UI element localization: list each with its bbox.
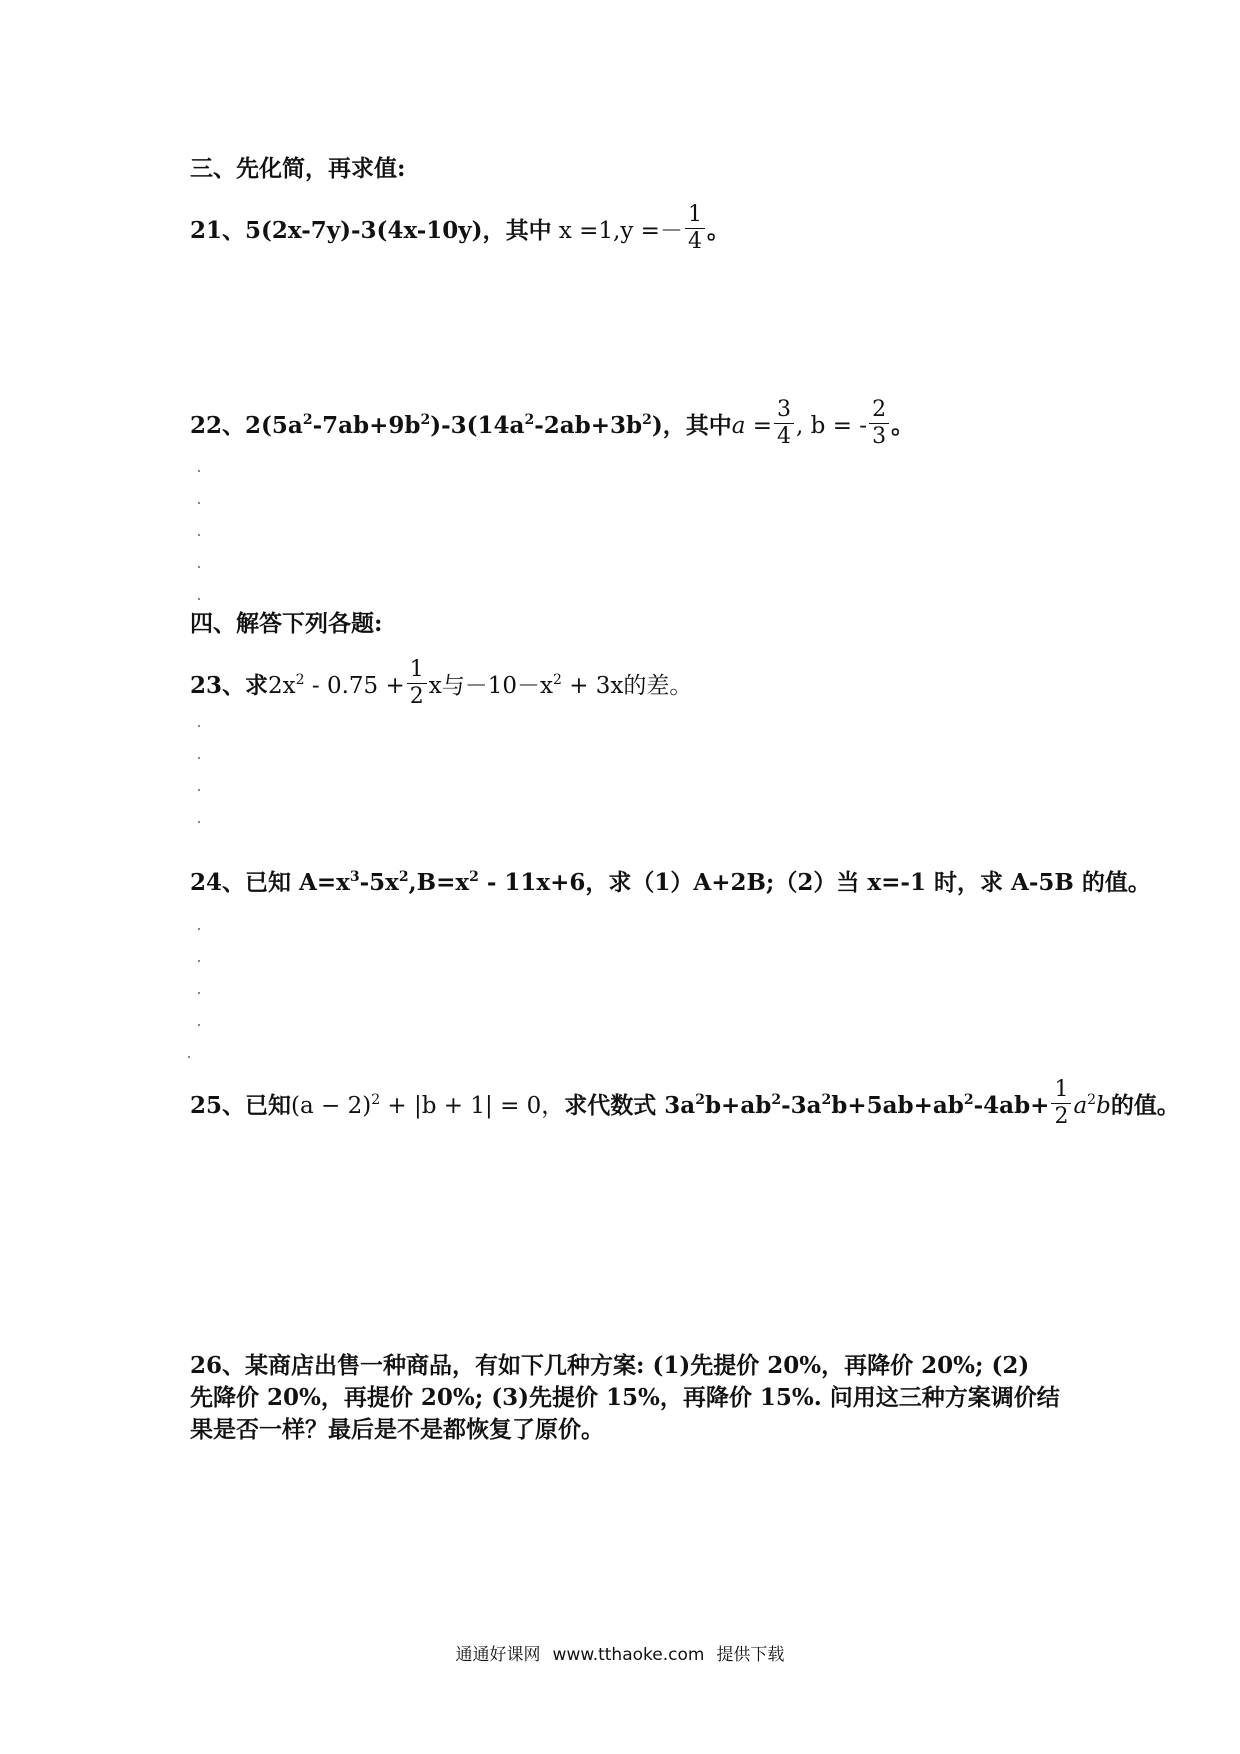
q25-frac-denominator: 2: [1054, 1104, 1069, 1130]
q22-a-denominator: 4: [777, 424, 792, 450]
q21-fraction: [685, 202, 705, 256]
q23-frac-numerator: 1: [407, 657, 427, 684]
q25-sup: 2: [695, 1091, 705, 1108]
scan-mark: [198, 598, 200, 600]
scan-mark: [198, 992, 200, 994]
question-22: [190, 397, 915, 454]
q22-b-numerator: 2: [869, 397, 889, 424]
q23-expr-part: x: [428, 672, 442, 699]
q25-end: 的值。: [1110, 1091, 1180, 1119]
q22-sup: 2: [302, 411, 313, 428]
scan-mark: [198, 1024, 200, 1026]
q25-fraction: [1051, 1077, 1071, 1131]
q21-condition-prefix: 其中: [505, 216, 552, 244]
section-4-heading: 四、解答下列各题:: [190, 610, 383, 637]
q22-number: 22、: [190, 411, 246, 439]
q25-sup: 2: [1087, 1091, 1097, 1108]
q22-expr-part: )，: [651, 411, 686, 439]
q26-line-3: 果是否一样？最后是不是都恢复了原价。: [190, 1416, 604, 1443]
q25-sup: 2: [771, 1091, 782, 1108]
q23-number: 23、: [190, 671, 246, 699]
q25-tail-part: a: [1073, 1092, 1088, 1119]
q25-sup: 2: [821, 1091, 832, 1108]
q22-expr-part: )-3(14a: [430, 411, 525, 439]
q23-expr-part: 2x: [268, 672, 296, 699]
q25-expr-part: (a − 2): [291, 1092, 372, 1119]
section-3-heading: 三、先化简，再求值:: [190, 155, 406, 182]
q23-connector: 与: [441, 672, 465, 699]
footer-url: www.tthaoke.com: [552, 1645, 705, 1665]
q25-expr-part: + |b + 1| = 0，: [380, 1092, 565, 1119]
q26-line-1: 26、某商店出售一种商品，有如下几种方案: (1)先提价 20%，再降价 20%; (2): [190, 1352, 1030, 1379]
q24-sup: 3: [349, 869, 360, 885]
q21-condition: x =1,y =－: [551, 217, 683, 244]
q25-text-part: b+ab: [704, 1091, 772, 1119]
footer-tagline: 提供下载: [716, 1645, 785, 1665]
q23-expr-part: + 3x: [561, 672, 624, 699]
q25-frac-numerator: 1: [1051, 1077, 1071, 1104]
page-footer: [0, 1640, 1240, 1665]
q22-a-equals: a =: [731, 412, 773, 439]
scan-mark: [198, 757, 200, 759]
scan-mark: [198, 725, 200, 727]
q24-sup: 2: [398, 869, 409, 885]
q23-frac-denominator: 2: [409, 684, 424, 710]
q22-expr-part: -2ab+3b: [534, 411, 643, 439]
question-25: [190, 1077, 1180, 1134]
q23-end: 的差。: [623, 672, 693, 699]
q22-expr-part: -7ab+9b: [312, 411, 421, 439]
scan-mark: [198, 534, 200, 536]
question-26: [190, 1350, 1070, 1446]
question-24: [190, 870, 1151, 894]
q21-frac-denominator: 4: [687, 229, 702, 255]
q25-sup: 2: [371, 1091, 381, 1108]
q24-text-part: 已知 A=x: [245, 869, 350, 896]
q22-sup: 2: [642, 411, 652, 428]
q25-text-part: 求代数式 3a: [564, 1091, 696, 1119]
q23-sup: 2: [295, 671, 305, 688]
scan-mark: [198, 566, 200, 568]
q22-end: 。: [891, 411, 915, 439]
question-21: [190, 202, 730, 259]
scan-mark: [198, 470, 200, 472]
q22-condition-prefix: 其中: [685, 411, 732, 439]
q25-tail-part: b: [1096, 1092, 1111, 1119]
q25-number: 25、: [190, 1091, 246, 1119]
q21-number: 21、: [190, 216, 246, 244]
footer-site-name: 通通好课网: [455, 1645, 541, 1665]
q22-b-denominator: 3: [872, 424, 887, 450]
q23-expr-part: - 0.75 +: [304, 672, 405, 699]
q25-text-part: -4ab+: [973, 1091, 1050, 1119]
q24-text-part: -5x: [359, 869, 399, 896]
q21-end: 。: [706, 216, 730, 244]
q24-text-part: ,B=x: [408, 869, 470, 896]
q25-sup: 2: [963, 1091, 974, 1108]
scan-mark: [188, 1056, 190, 1058]
q22-b-equals: , b = -: [796, 412, 868, 439]
q25-prefix: 已知: [245, 1091, 292, 1119]
q24-text-part: - 11x+6，求（1）A+2B;（2）当 x=-1 时，求 A-5B 的值。: [478, 869, 1151, 896]
question-23: [190, 657, 693, 714]
scan-mark: [198, 502, 200, 504]
scan-mark: [198, 928, 200, 930]
q23-sup: 2: [552, 671, 562, 688]
q23-expr-part: －10－x: [464, 672, 553, 699]
q22-a-fraction: [774, 397, 794, 451]
q25-text-part: -3a: [781, 1091, 822, 1119]
q25-text-part: b+5ab+ab: [831, 1091, 964, 1119]
q22-sup: 2: [524, 411, 535, 428]
scan-mark: [198, 789, 200, 791]
q22-a-numerator: 3: [774, 397, 794, 424]
q24-number: 24、: [190, 869, 246, 896]
q21-expression: 5(2x-7y)-3(4x-10y)，: [245, 216, 506, 244]
q21-frac-numerator: 1: [685, 202, 705, 229]
q22-expr-part: 2(5a: [245, 411, 303, 439]
q23-prefix: 求: [245, 671, 269, 699]
q23-fraction: [407, 657, 427, 711]
q24-sup: 2: [469, 869, 479, 885]
scan-mark: [198, 960, 200, 962]
q22-b-fraction: [869, 397, 889, 451]
scan-mark: [198, 821, 200, 823]
q26-line-2: 先降价 20%，再提价 20%; (3)先提价 15%，再降价 15%. 问用这三种方案调价结: [190, 1384, 1060, 1411]
q22-sup: 2: [420, 411, 431, 428]
